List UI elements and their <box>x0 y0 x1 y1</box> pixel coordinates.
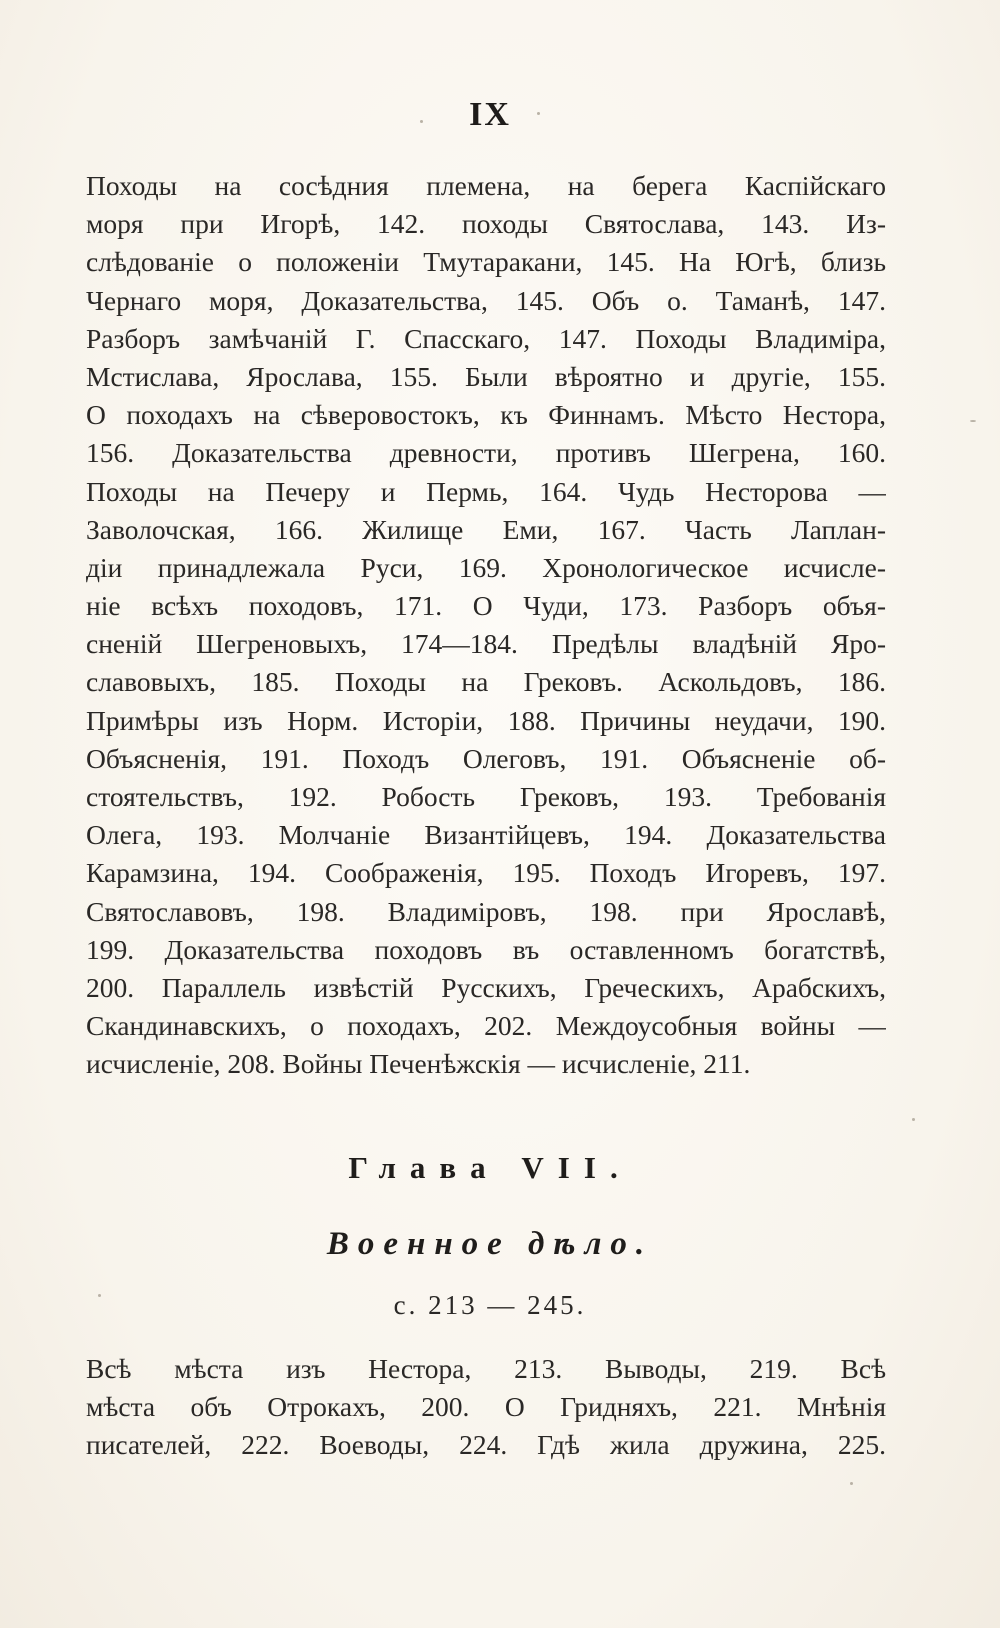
contents-paragraph <box>86 1350 886 1465</box>
text-line: Объясненія, 191. Походъ Олеговъ, 191. Объясненіе об- <box>86 742 886 774</box>
text-line: Разборъ замѣчаній Г. Спасскаго, 147. Походы Владиміра, <box>86 322 886 354</box>
paper-speck <box>850 1482 853 1485</box>
paper-speck <box>970 420 976 422</box>
text-line: стоятельствъ, 192. Робость Грековъ, 193. Требованія <box>86 781 886 812</box>
chapter-page-range: с. 213 — 245. <box>393 1290 587 1320</box>
contents-paragraph <box>86 167 886 1084</box>
text-line: Походы на сосѣдния племена, на берега Каспійскаго <box>86 170 886 201</box>
text-line: Святославовъ, 198. Владиміровъ, 198. при Ярославѣ, <box>86 895 886 927</box>
text-line: Олега, 193. Молчаніе Византійцевъ, 194. Доказательства <box>86 819 886 851</box>
text-line: Мстислава, Ярослава, 155. Были вѣроятно и другіе, 155. <box>86 360 886 392</box>
page-number: IX <box>469 96 511 133</box>
chapter-subject: Военное дѣло. <box>326 1226 654 1262</box>
text-line: славовыхъ, 185. Походы на Грековъ. Аскольдовъ, 186. <box>86 666 886 698</box>
text-line: Примѣры изъ Норм. Исторіи, 188. Причины неудачи, 190. <box>86 704 886 736</box>
text-line: О походахъ на сѣверовостокъ, къ Финнамъ. Мѣсто Нестора, <box>86 399 886 431</box>
text-line: Заволочская, 166. Жилище Еми, 167. Часть Лаплан- <box>86 513 886 545</box>
text-line: Скандинавскихъ, о походахъ, 202. Междоусобныя войны — <box>86 1010 886 1042</box>
text-line: мѣста объ Отрокахъ, 200. О Гридняхъ, 221. Мнѣнія <box>86 1391 886 1423</box>
paper-speck <box>912 1118 915 1121</box>
text-line: моря при Игорѣ, 142. походы Святослава, 143. Из- <box>86 208 886 240</box>
text-line: сненій Шегреновыхъ, 174—184. Предѣлы владѣній Яро- <box>86 628 886 660</box>
text-line: исчисленіе, 208. Войны Печенѣжскія — исчисленіе, 211. <box>86 1048 751 1080</box>
text-line: слѣдованіе о положеніи Тмутаракани, 145. На Югѣ, близь <box>86 246 886 278</box>
text-line: діи принадлежала Руси, 169. Хронологическое исчисле- <box>86 551 886 583</box>
text-line: 200. Параллель извѣстій Русскихъ, Греческихъ, Арабскихъ, <box>86 971 886 1003</box>
text-line: Карамзина, 194. Соображенія, 195. Походъ Игоревъ, 197. <box>86 857 886 889</box>
chapter-heading: Глава VII. <box>348 1150 632 1185</box>
text-line: Всѣ мѣста изъ Нестора, 213. Выводы, 219. Всѣ <box>86 1353 886 1384</box>
text-line: Походы на Печеру и Пермь, 164. Чудь Несторова — <box>86 475 886 507</box>
text-line: Чернаго моря, Доказательства, 145. Объ о. Таманѣ, 147. <box>86 284 886 316</box>
text-line: 156. Доказательства древности, противъ Шегрена, 160. <box>86 437 886 469</box>
text-line: писателей, 222. Воеводы, 224. Гдѣ жила дружина, 225. <box>86 1429 886 1461</box>
text-line: ніе всѣхъ походовъ, 171. О Чуди, 173. Разборъ объя- <box>86 590 886 622</box>
text-line: 199. Доказательства походовъ въ оставленномъ богатствѣ, <box>86 933 886 965</box>
